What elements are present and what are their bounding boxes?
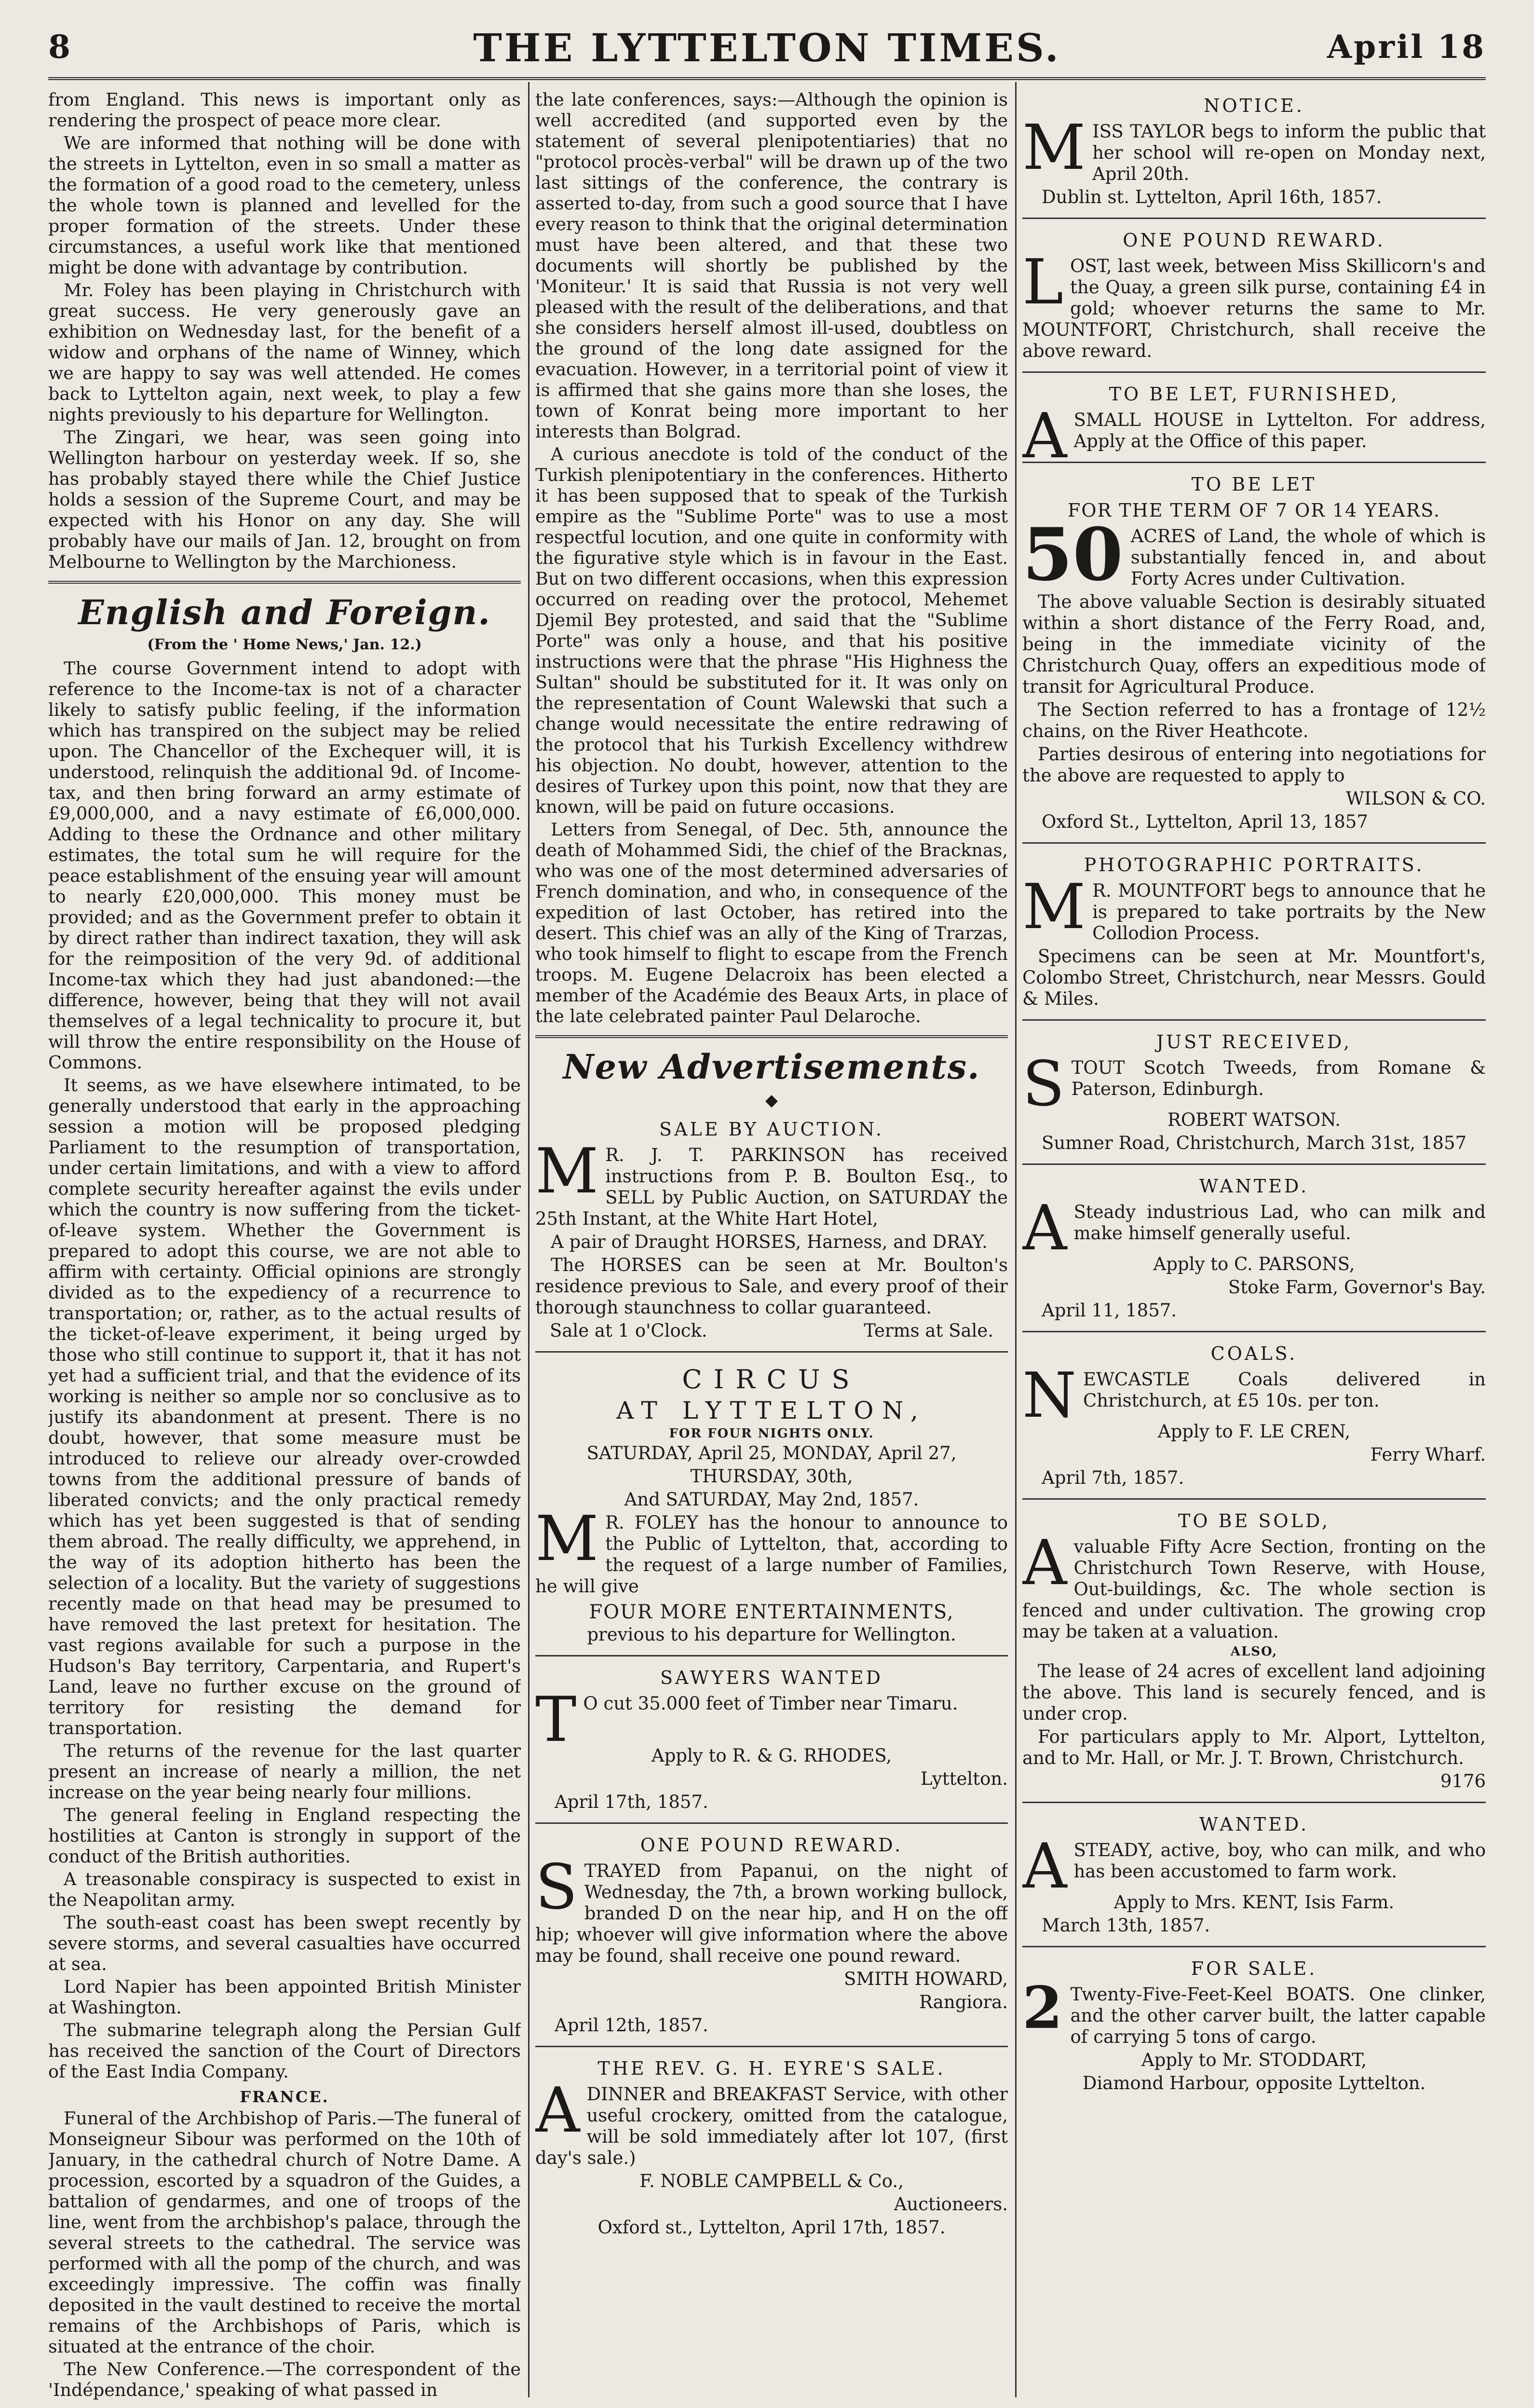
column-3 <box>1022 89 1486 2400</box>
ad-to-let-furnished <box>1022 378 1486 472</box>
ad-body: ISS TAYLOR begs to inform the public that her school will re-open on Monday next, April 20th. <box>1092 121 1486 184</box>
ad-body: SMALL HOUSE in Lyttelton. For address, Apply at the Office of this paper. <box>1073 410 1486 452</box>
ad-place: Oxford St., Lyttelton, April 13, 1857 <box>1042 811 1368 832</box>
ad-heading: COALS. <box>1210 1343 1298 1364</box>
ad-heading: SALE BY AUCTION. <box>659 1119 884 1140</box>
ad-heading: TO BE LET, FURNISHED, <box>1109 383 1399 405</box>
section-divider <box>535 1035 1008 1038</box>
sale-time: Sale at 1 o'Clock. <box>550 1320 707 1341</box>
new-advertisements-title: New Advertisements. <box>563 1047 980 1087</box>
ad-to-let-land <box>1022 468 1486 844</box>
ad-body: OST, last week, between Miss Skillicorn's and the Quay, a green silk purse, containing £4 in gold; whoever returns the same to Mr. MOUNTFORT, Christchurch, shall receive the above reward. <box>1022 256 1486 361</box>
circus-dates: SATURDAY, April 25, MONDAY, April 27, <box>586 1443 957 1464</box>
circus-location: AT LYTTELTON, <box>616 1396 927 1424</box>
circus-dates: And SATURDAY, May 2nd, 1857. <box>624 1489 919 1510</box>
column-1 <box>48 89 521 2400</box>
ad-body: R. MOUNTFORT begs to announce that he is prepared to take portraits by the New Collodion Process. <box>1092 880 1486 944</box>
ad-role: Auctioneers. <box>894 2194 1008 2215</box>
ornament-divider: ◆ <box>765 1091 778 1110</box>
ad-sale-by-auction <box>535 1113 1008 1353</box>
article-paragraph: The Zingari, we hear, was seen going into Wellington harbour on yesterday week. If so, she has probably stayed there while the Chief Justice holds a session of the Supreme Court, and may be expected with his Honor on any day. She will probably have our mails of Jan. 12, brought on from Melbourne to Wellington by the Marchioness. <box>48 427 521 572</box>
ad-body: The HORSES can be seen at Mr. Boulton's residence previous to Sale, and every proof of their thorough staunchness to collar guaranteed. <box>535 1255 1008 1318</box>
ad-photographic-portraits <box>1022 848 1486 1021</box>
section-source: (From the ' Home News,' Jan. 12.) <box>147 636 422 653</box>
ad-heading: THE REV. G. H. EYRE'S SALE. <box>597 2058 946 2079</box>
article-paragraph: It seems, as we have elsewhere intimated, to be generally understood that early in the approaching session a motion will be proposed pledging Parliament to the resumption of transportation, under certain limitations, and with a view to afford complete security hereafter against the evils under which the country is now suffering from the ticket-of-leave system. Whether the Government is prepared to adopt this course, we are not able to affirm with certainty. Official opinions are strongly divided as to the expediency of a recurrence to transportation; or, rather, as to the actual results of the ticket-of-leave experiment, it being urged by those who still continue to support it, that it has not yet had a sufficient trial, and that the evidence of its working is neither so ample nor so conclusive as to justify its abandonment at present. There is no doubt, however, that some measure must be introduced to relieve our already over-crowded towns from the additional pressure of bands of liberated convicts; and the only practical remedy which has yet been suggested is that of sending them abroad. The really difficulty, we apprehend, in the way of its adoption hitherto has been the selection of a locality. But the variety of suggestions recently made on that head may be presumed to have removed the last pretext for hesitation. The vast regions available for such a purpose in the Hudson's Bay territory, Carpentaria, and Rupert's Land, leave no further excuse on the ground of territory for resisting the demand for transportation. <box>48 1075 521 1738</box>
ad-coals <box>1022 1337 1486 1500</box>
drop-cap: M <box>535 1503 599 1575</box>
article-paragraph: The returns of the revenue for the last quarter present an increase of nearly a million, the net increase on the year being nearly four millions. <box>48 1740 521 1803</box>
ad-body: Twenty-Five-Feet-Keel BOATS. One clinker, and the other carver built, the latter capable of carrying 5 tons of cargo. <box>1070 1984 1486 2047</box>
article-paragraph: The New Conference.—The correspondent of the 'Indépendance,' speaking of what passed in <box>48 2359 521 2400</box>
ad-place: Stoke Farm, Governor's Bay. <box>1228 1277 1486 1298</box>
ad-body: TOUT Scotch Tweeds, from Romane & Paterson, Edinburgh. <box>1071 1057 1486 1099</box>
ad-place: Sumner Road, Christchurch, March 31st, 1857 <box>1041 1133 1467 1153</box>
article-paragraph: Mr. Foley has been playing in Christchurch with great success. He very generously gave an exhibition on Wednesday last, for the benefit of a widow and orphans of the name of Winney, which we are happy to say was well attended. He comes back to Lyttelton again, next week, to play a few nights previously to his departure for Wellington. <box>48 280 521 425</box>
circus-dates: THURSDAY, 30th, <box>690 1466 853 1487</box>
boat-count: 2 <box>1022 1974 1063 2042</box>
ad-body: O cut 35.000 feet of Timber near Timaru. <box>583 1693 958 1714</box>
circus-nights: FOR FOUR NIGHTS ONLY. <box>669 1426 874 1441</box>
ad-apply: Apply to Mr. STODDART, <box>1141 2050 1367 2070</box>
drop-cap: M <box>1022 871 1086 943</box>
drop-cap: A <box>1022 400 1067 472</box>
drop-cap: N <box>1022 1360 1076 1432</box>
article-paragraph: The submarine telegraph along the Persian Gulf has received the sanction of the Court of Directors of the East India Company. <box>48 2020 521 2082</box>
ad-circus <box>535 1357 1008 1656</box>
ad-signature: F. NOBLE CAMPBELL & Co., <box>639 2171 904 2191</box>
ad-heading: ONE POUND REWARD. <box>1123 230 1385 251</box>
ad-body: R. J. T. PARKINSON has received instructions from P. B. Boulton Esq., to SELL by Public Auction, on SATURDAY the 25th Instant, at the White Hart Hotel, <box>535 1145 1008 1229</box>
article-paragraph: We are informed that nothing will be done with the streets in Lyttelton, even in so small a matter as the formation of a good road to the cemetery, unless the whole town is planned and levelled for the proper formation of the streets. Under these circumstances, a useful work like that mentioned might be done with advantage by contribution. <box>48 133 521 278</box>
ad-body: valuable Fifty Acre Section, fronting on the Christchurch Town Reserve, with House, Out-buildings, &c. The whole section is fenced and under cultivation. The growing crop may be taken at a valuation. <box>1022 1536 1486 1642</box>
ad-to-be-sold <box>1022 1505 1486 1803</box>
ad-apply: Apply to F. LE CREN, <box>1157 1421 1351 1442</box>
newspaper-title: THE LYTTELTON TIMES. <box>473 25 1061 70</box>
article-paragraph: The general feeling in England respecting the hostilities at Canton is strongly in support of the conduct of the British authorities. <box>48 1805 521 1867</box>
drop-cap: A <box>535 2075 580 2147</box>
ad-body: Parties desirous of entering into negotiations for the above are requested to apply to <box>1022 744 1486 786</box>
ad-notice <box>1022 89 1486 219</box>
ad-heading: WANTED. <box>1199 1814 1309 1835</box>
article-paragraph: A treasonable conspiracy is suspected to exist in the Neapolitan army. <box>48 1869 521 1910</box>
article-paragraph: Letters from Senegal, of Dec. 5th, announce the death of Mohammed Sidi, the chief of the Bracknas, who was one of the most determined adversaries of French domination, and who, in consequence of the expedition of last October, has retired into the desert. This chief was an ally of the King of Trarzas, who took himself to flight to escape from the French troops. M. Eugene Delacroix has been elected a member of the Académie des Beaux Arts, in place of the late celebrated painter Paul Delaroche. <box>535 819 1008 1026</box>
article-paragraph: from England. This news is important only as rendering the prospect of peace more clear. <box>48 89 521 131</box>
masthead <box>48 19 1486 72</box>
ad-body: The above valuable Section is desirably situated within a short distance of the Ferry Road, and, being in the immediate vicinity of the Christchurch Quay, offers an expeditious mode of transit for Agricultural Produce. <box>1022 591 1486 697</box>
ad-heading: JUST RECEIVED, <box>1156 1031 1352 1053</box>
ad-date: April 12th, 1857. <box>555 2015 708 2036</box>
ad-apply: Apply to R. & G. RHODES, <box>651 1745 892 1766</box>
article-paragraph: Funeral of the Archbishop of Paris.—The funeral of Monseigneur Sibour was performed on the 10th of January, in the cathedral church of Notre Dame. A procession, escorted by a squadron of the Guides, a battalion of gendarmes, and one of troops of the line, went from the archbishop's palace, through the several streets to the cathedral. The service was performed with all the pomp of the church, and was exceedingly impressive. The coffin was finally deposited in the vault destined to receive the mortal remains of the Archbishops of Paris, which is situated at the entrance of the choir. <box>48 2108 521 2357</box>
ad-heading: PHOTOGRAPHIC PORTRAITS. <box>1084 854 1425 876</box>
circus-title: CIRCUS <box>682 1364 861 1395</box>
drop-cap: M <box>1022 112 1086 184</box>
ad-strayed-bullock <box>535 1829 1008 2047</box>
ad-apply: Apply to C. PARSONS, <box>1153 1254 1355 1274</box>
drop-cap: S <box>535 1851 578 1923</box>
ad-body: TRAYED from Papanui, on the night of Wednesday, the 7th, a brown working bullock, branded D on the near hip, and H on the off hip; whoever will give information where the above may be found, shall receive one pound reward. <box>535 1861 1008 1966</box>
column-2 <box>535 89 1008 2400</box>
ad-body: ACRES of Land, the whole of which is substantially fenced in, and about Forty Acres under Cultivation. <box>1130 526 1486 589</box>
article-paragraph: the late conferences, says:—Although the opinion is well accredited (and supported even by the statement of several plenipotentiaries) that no "protocol procès-verbal" will be drawn up of the two last sittings of the conference, the contrary is asserted to-day, from such a good source that I have every reason to think that the original determination must have been altered, and that these two documents will shortly be published by the 'Moniteur.' It is said that Russia is not very well pleased with the result of the deliberations, and that she considers herself almost ill-used, doubtless on the ground of the long date assigned for the evacuation. However, in a territorial point of view it is affirmed that she gains more than she loses, the town of Konrat being more important to her interests than Bolgrad. <box>535 89 1008 442</box>
ad-for-sale-boats <box>1022 1952 1486 2104</box>
drop-cap: S <box>1022 1048 1065 1120</box>
ad-wanted-lad <box>1022 1170 1486 1332</box>
section-divider <box>48 581 521 584</box>
article-paragraph: The course Government intend to adopt with reference to the Income-tax is not of a character likely to satisfy public feeling, if the information which has transpired on the subject may be relied upon. The Chancellor of the Exchequer will, it is understood, relinquish the additional 9d. of Income-tax, and then bring forward an army estimate of £9,000,000, and a navy estimate of £6,000,000. Adding to these the Ordnance and other military estimates, the total sum he will require for the peace establishment of the ensuing year will amount to nearly £20,000,000. This money must be provided; and as the Government prefer to obtain it by direct rather than indirect taxation, they will ask for the reimposition of the very 9d. of additional Income-tax which they had just abandoned:—the difference, however, being that they will not avail themselves of a legal technicality to procure it, but will throw the entire responsibility on the House of Commons. <box>48 658 521 1073</box>
ad-heading: NOTICE. <box>1204 95 1304 116</box>
ad-signature: ROBERT WATSON. <box>1167 1109 1341 1130</box>
ad-heading: ONE POUND REWARD. <box>640 1834 903 1856</box>
ad-place: Ferry Wharf. <box>1370 1444 1486 1465</box>
article-paragraph: A curious anecdote is told of the conduct of the Turkish plenipotentiary in the conferences. Hitherto it has been supposed that to speak of the Turkish empire as the "Sublime Porte" was to use a most respectful locution, and one quite in conformity with the figurative style which is in favour in the East. But on two different occasions, when this expression occurred on reading over the protocol, Mehemet Djemil Bey protested, and said that the "Sublime Porte" was only a house, and that his positive instructions were that the phrase "His Highness the Sultan" should be substituted for it. It was only on the representation of Count Walewski that such a change would necessitate the entire redrawing of the protocol that his Turkish Excellency withdrew his objection. No doubt, however, attention to the desires of Turkey upon this point, now that they are known, will be paid on future occasions. <box>535 444 1008 817</box>
ad-place: Diamond Harbour, opposite Lyttelton. <box>1082 2073 1426 2093</box>
section-title: English and Foreign. <box>78 592 491 632</box>
ad-body: Specimens can be seen at Mr. Mountfort's, Colombo Street, Christchurch, near Messrs. Gould & Miles. <box>1022 946 1486 1009</box>
ad-body: STEADY, active, boy, who can milk, and who has been accustomed to farm work. <box>1073 1840 1486 1882</box>
ad-apply: Apply to Mrs. KENT, Isis Farm. <box>1113 1892 1395 1913</box>
drop-cap: A <box>1022 1831 1067 1902</box>
ad-wanted-boy <box>1022 1808 1486 1947</box>
ad-date: April 7th, 1857. <box>1042 1467 1184 1488</box>
ad-date: April 17th, 1857. <box>555 1792 708 1812</box>
ad-signature: WILSON & CO. <box>1346 788 1486 809</box>
page-number: 8 <box>48 28 70 66</box>
ad-reference: 9176 <box>1440 1771 1486 1792</box>
drop-cap: M <box>535 1136 599 1207</box>
ad-body: DINNER and BREAKFAST Service, with other useful crockery, omitted from the catalogue, will be sold immediately after lot 107, (first day's sale.) <box>535 2084 1008 2168</box>
acreage-number: 50 <box>1022 512 1123 597</box>
ad-signature: SMITH HOWARD, <box>843 1969 1008 1989</box>
issue-date: April 18 <box>1327 28 1486 66</box>
drop-cap: T <box>535 1684 577 1756</box>
ad-date: March 13th, 1857. <box>1042 1915 1210 1936</box>
ad-heading: TO BE SOLD, <box>1178 1510 1330 1532</box>
ad-subheading: FOR THE TERM OF 7 OR 14 YEARS. <box>1068 500 1440 521</box>
ad-sawyers-wanted <box>535 1661 1008 1824</box>
ad-just-received <box>1022 1026 1486 1165</box>
ad-body: Steady industrious Lad, who can milk and make himself generally useful. <box>1073 1202 1486 1244</box>
france-heading: FRANCE. <box>240 2088 329 2106</box>
ad-body: A pair of Draught HORSES, Harness, and DRAY. <box>551 1231 988 1252</box>
drop-cap: L <box>1022 246 1063 318</box>
ad-place: Rangiora. <box>919 1992 1008 2012</box>
ad-place: Oxford st., Lyttelton, April 17th, 1857. <box>597 2217 946 2238</box>
ad-date: April 11, 1857. <box>1042 1300 1177 1321</box>
ad-heading: FOR SALE. <box>1191 1958 1317 1979</box>
ad-lost-purse <box>1022 224 1486 373</box>
ad-body: For particulars apply to Mr. Alport, Lyttelton, and to Mr. Hall, or Mr. J. T. Brown, Christchurch. <box>1022 1726 1486 1768</box>
article-paragraph: The south-east coast has been swept recently by severe storms, and several casualties have occurred at sea. <box>48 1912 521 1974</box>
column-divider <box>528 82 529 2397</box>
drop-cap: A <box>1022 1192 1067 1264</box>
ad-eyre-sale <box>535 2052 1008 2248</box>
ad-place: Dublin st. Lyttelton, April 16th, 1857. <box>1042 187 1382 207</box>
ad-also: ALSO, <box>1230 1644 1278 1659</box>
ad-body: EWCASTLE Coals delivered in Christchurch, at £5 10s. per ton. <box>1083 1369 1486 1411</box>
header-rule <box>48 77 1486 80</box>
ad-place: Lyttelton. <box>920 1768 1008 1789</box>
ad-body: previous to his departure for Wellington. <box>587 1624 956 1645</box>
ad-heading: SAWYERS WANTED <box>660 1667 883 1688</box>
column-divider <box>1015 82 1017 2397</box>
ad-body: The lease of 24 acres of excellent land adjoining the above. This land is securely fenced, and is under crop. <box>1022 1661 1486 1724</box>
circus-entertainments: FOUR MORE ENTERTAINMENTS, <box>589 1601 954 1623</box>
sale-terms: Terms at Sale. <box>864 1320 993 1341</box>
drop-cap: A <box>1022 1527 1067 1599</box>
article-paragraph: Lord Napier has been appointed British Minister at Washington. <box>48 1976 521 2018</box>
ad-heading: TO BE LET <box>1191 474 1317 495</box>
ad-body: R. FOLEY has the honour to announce to the Public of Lyttelton, that, according to the request of a large number of Families, he will give <box>535 1512 1008 1597</box>
ad-heading: WANTED. <box>1199 1176 1309 1197</box>
ad-body: The Section referred to has a frontage of 12½ chains, on the River Heathcote. <box>1022 699 1486 741</box>
